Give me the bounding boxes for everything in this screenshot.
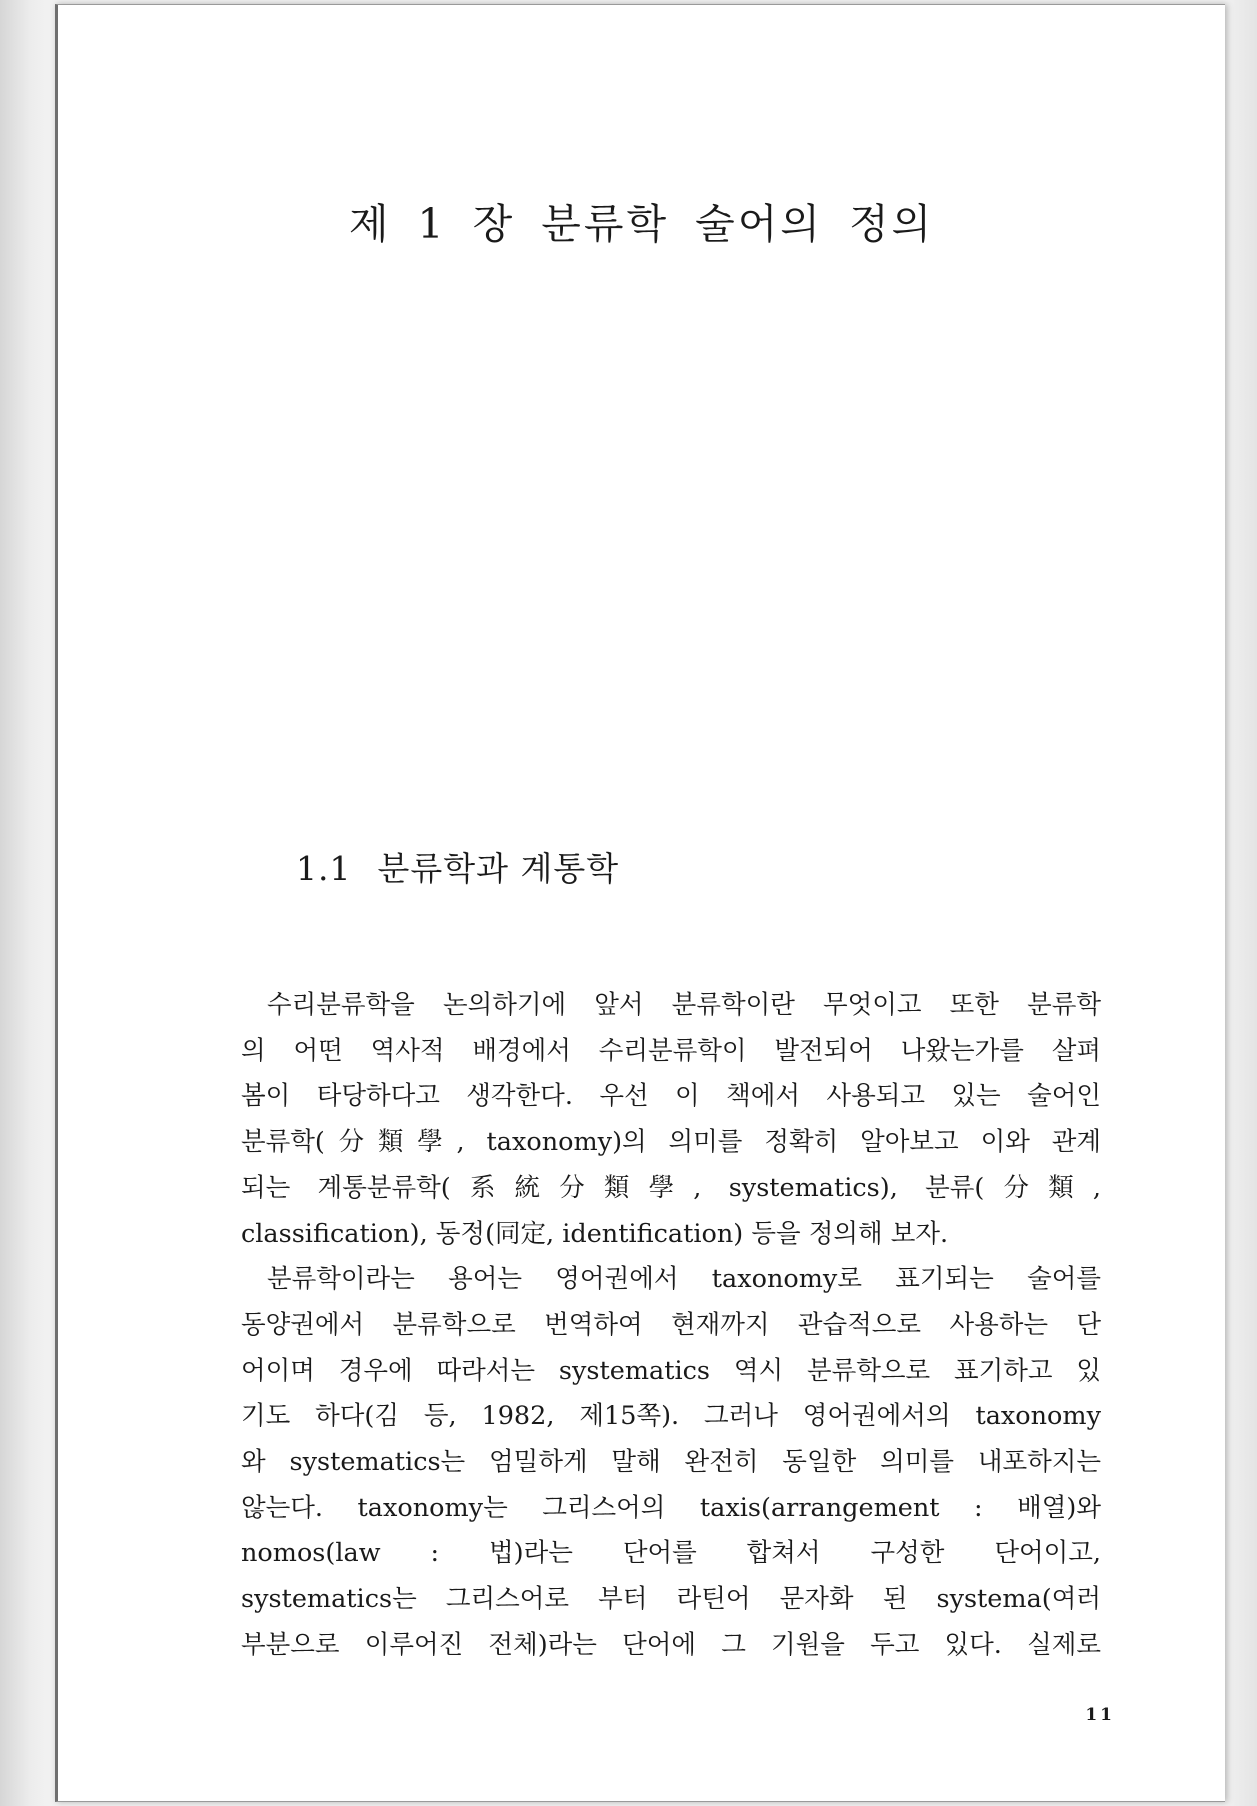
text-line: 수리분류학을 논의하기에 앞서 분류학이란 무엇이고 또한 분류학	[267, 990, 1101, 1020]
section-heading	[296, 843, 619, 890]
text-line: 기도 하다(김 등, 1982, 제15쪽). 그러나 영어권에서의 taxonomy	[241, 1401, 1101, 1432]
chapter-title: 제 1 장 분류학 술어의 정의	[348, 200, 935, 248]
page-number: 11	[1085, 1705, 1115, 1725]
text-line: classification), 동정(同定, identification) 등을 정의해 보자.	[241, 1218, 949, 1249]
text-line: 분류학(分類學, taxonomy)의 의미를 정확히 알아보고 이와 관계	[241, 1127, 1101, 1158]
section-title: 분류학과 계통학	[377, 849, 620, 888]
text-line: 봄이 타당하다고 생각한다. 우선 이 책에서 사용되고 있는 술어인	[241, 1081, 1101, 1112]
text-line: 않는다. taxonomy는 그리스어의 taxis(arrangement : 배열)와	[241, 1492, 1101, 1523]
text-line: 분류학이라는 용어는 영어권에서 taxonomy로 표기되는 술어를	[267, 1264, 1101, 1295]
text-line: 와 systematics는 엄밀하게 말해 완전히 동일한 의미를 내포하지는	[241, 1447, 1101, 1478]
section-number: 1.1	[296, 849, 352, 888]
text-line: 부분으로 이루어진 전체)라는 단어에 그 기원을 두고 있다. 실제로	[241, 1629, 1101, 1660]
text-line: 되는 계통분류학(系統分類學, systematics), 분류(分類,	[241, 1172, 1101, 1203]
text-line: 의 어떤 역사적 배경에서 수리분류학이 발전되어 나왔는가를 살펴	[241, 1035, 1101, 1066]
text-line: nomos(law : 법)라는 단어를 합쳐서 구성한 단어이고,	[241, 1538, 1101, 1569]
body-text	[241, 983, 1101, 1669]
text-line: systematics는 그리스어로 부터 라틴어 문자화 된 systema(여러	[241, 1584, 1101, 1615]
text-line: 어이며 경우에 따라서는 systematics 역시 분류학으로 표기하고 있	[241, 1355, 1101, 1386]
text-line: 동양권에서 분류학으로 번역하여 현재까지 관습적으로 사용하는 단	[241, 1309, 1101, 1340]
document-page	[55, 4, 1225, 1802]
